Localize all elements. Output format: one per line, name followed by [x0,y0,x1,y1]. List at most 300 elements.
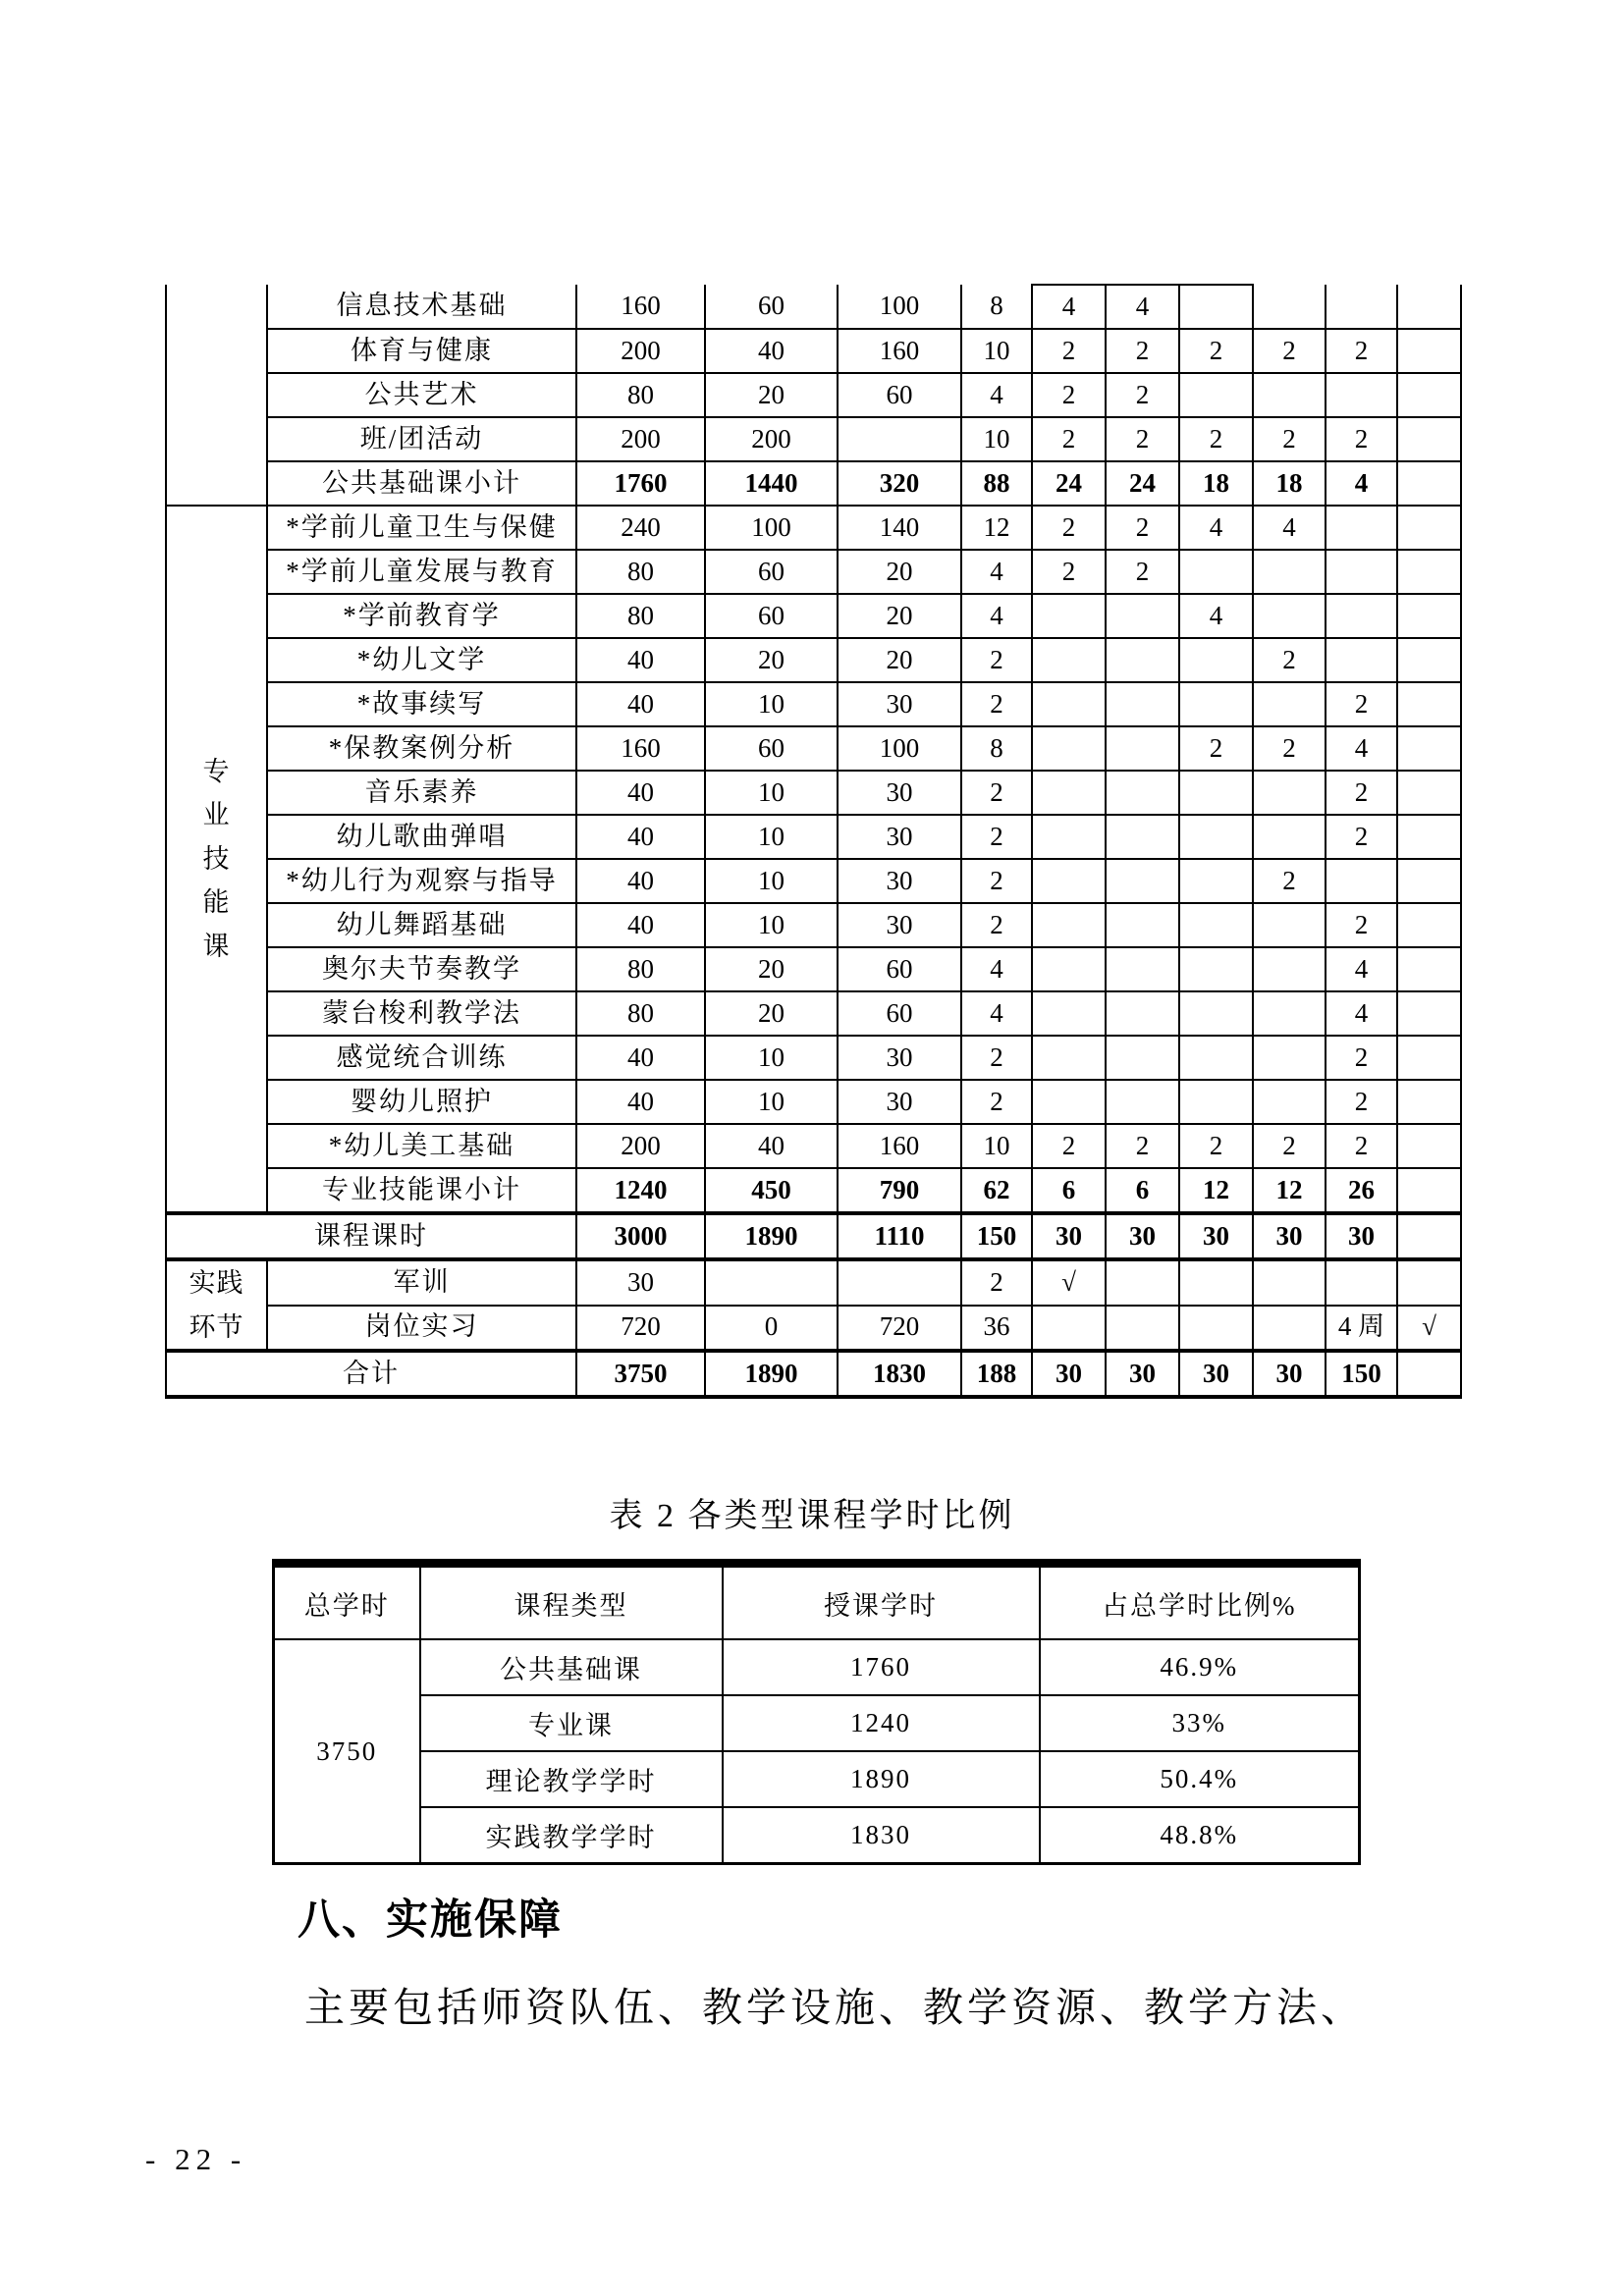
value-cell: 88 [961,461,1032,506]
value-cell: 2 [1253,638,1326,682]
value-cell [1106,991,1179,1036]
value-cell: 100 [705,506,838,550]
value-cell: 40 [576,815,705,859]
value-cell [1326,859,1397,903]
value-cell: 10 [705,859,838,903]
value-cell: 2 [1106,329,1179,373]
course-name-cell: *幼儿美工基础 [267,1124,576,1168]
course-type-cell: 公共基础课 [420,1639,723,1695]
value-cell: 46.9% [1040,1639,1360,1695]
value-cell: 200 [576,1124,705,1168]
value-cell [1326,506,1397,550]
value-cell: 1890 [723,1751,1040,1807]
value-cell [838,417,961,461]
value-cell: 150 [1326,1351,1397,1397]
value-cell: 20 [838,638,961,682]
value-cell [1253,1080,1326,1124]
value-cell [1326,550,1397,594]
value-cell [1032,1306,1106,1352]
value-cell: 8 [961,726,1032,771]
value-cell: 4 [961,594,1032,638]
value-cell: 30 [1032,1351,1106,1397]
value-cell [1253,550,1326,594]
value-cell [1032,594,1106,638]
value-cell: 2 [961,1036,1032,1080]
value-cell: 4 [961,947,1032,991]
course-name-cell: 感觉统合训练 [267,1036,576,1080]
value-cell: 2 [1106,506,1179,550]
value-cell [1326,594,1397,638]
value-cell [1397,1080,1461,1124]
value-cell: 4 [961,373,1032,417]
value-cell: 2 [1253,859,1326,903]
value-cell [705,1259,838,1306]
page-number: - 22 - [145,2142,247,2176]
value-cell: 10 [705,771,838,815]
value-cell [1032,1036,1106,1080]
value-cell [1179,771,1253,815]
value-cell: 1830 [723,1807,1040,1864]
value-cell [1106,771,1179,815]
value-cell: 10 [705,815,838,859]
course-name-cell: 体育与健康 [267,329,576,373]
value-cell: 40 [576,771,705,815]
value-cell: 50.4% [1040,1751,1360,1807]
value-cell: 2 [1179,417,1253,461]
value-cell [1397,815,1461,859]
value-cell [1032,771,1106,815]
value-cell: 2 [961,1259,1032,1306]
value-cell: 2 [1179,726,1253,771]
value-cell: 140 [838,506,961,550]
value-cell [1397,947,1461,991]
value-cell: 2 [1326,1080,1397,1124]
value-cell: 60 [838,991,961,1036]
value-cell: 80 [576,594,705,638]
value-cell: 30 [1179,1351,1253,1397]
value-cell: 1890 [705,1213,838,1259]
course-name-cell: *学前教育学 [267,594,576,638]
value-cell: 20 [705,373,838,417]
value-cell: 2 [1326,329,1397,373]
value-cell [1397,1168,1461,1213]
value-cell: 1240 [576,1168,705,1213]
value-cell: 24 [1106,461,1179,506]
value-cell [1179,550,1253,594]
value-cell: 4 [1179,594,1253,638]
value-cell [1106,1306,1179,1352]
value-cell: 2 [1106,550,1179,594]
value-cell: 200 [576,417,705,461]
value-cell [1397,771,1461,815]
value-cell [1397,1124,1461,1168]
section-heading: 八、实施保障 [298,1896,563,1944]
value-cell [1397,991,1461,1036]
value-cell: 4 [1106,285,1179,329]
value-cell: 2 [1253,726,1326,771]
value-cell [1253,771,1326,815]
value-cell: 2 [961,903,1032,947]
value-cell [838,1259,961,1306]
value-cell: 1760 [576,461,705,506]
value-cell [1179,1080,1253,1124]
value-cell: 18 [1179,461,1253,506]
value-cell: 60 [705,550,838,594]
value-cell [1106,859,1179,903]
value-cell: 2 [1326,1036,1397,1080]
value-cell: 30 [1032,1213,1106,1259]
value-cell: 10 [961,1124,1032,1168]
value-cell: 26 [1326,1168,1397,1213]
value-cell: 30 [1106,1213,1179,1259]
value-cell: 80 [576,947,705,991]
value-cell: 4 [1179,506,1253,550]
course-name-cell: 合计 [166,1351,576,1397]
value-cell [1253,947,1326,991]
value-cell [1253,682,1326,726]
value-cell [1397,417,1461,461]
value-cell [1032,947,1106,991]
value-cell [1106,1036,1179,1080]
value-cell: 40 [576,682,705,726]
value-cell [1326,638,1397,682]
value-cell: 30 [838,682,961,726]
value-cell: 4 [1326,461,1397,506]
value-cell [1253,1259,1326,1306]
value-cell: 2 [1326,1124,1397,1168]
value-cell [1397,461,1461,506]
category-cell [166,285,267,506]
value-cell: 0 [705,1306,838,1352]
value-cell: 12 [961,506,1032,550]
value-cell [1397,1213,1461,1259]
value-cell [1179,682,1253,726]
value-cell [1326,1259,1397,1306]
value-cell: 20 [838,550,961,594]
value-cell: 2 [1106,417,1179,461]
header-cell: 总学时 [274,1564,420,1640]
value-cell: 450 [705,1168,838,1213]
value-cell: 80 [576,991,705,1036]
value-cell: 2 [1326,903,1397,947]
value-cell: 4 [1326,947,1397,991]
value-cell: 1760 [723,1639,1040,1695]
value-cell [1106,726,1179,771]
value-cell [1106,903,1179,947]
value-cell [1179,903,1253,947]
value-cell [1179,1259,1253,1306]
value-cell [1032,991,1106,1036]
value-cell: 2 [961,771,1032,815]
value-cell: 150 [961,1213,1032,1259]
header-cell: 授课学时 [723,1564,1040,1640]
value-cell: 30 [1253,1351,1326,1397]
value-cell [1179,947,1253,991]
value-cell: 10 [705,1036,838,1080]
value-cell [1032,1080,1106,1124]
value-cell: 4 [1253,506,1326,550]
course-name-cell: 幼儿歌曲弹唱 [267,815,576,859]
value-cell [1179,1036,1253,1080]
course-type-cell: 专业课 [420,1695,723,1751]
value-cell: 2 [961,1080,1032,1124]
value-cell: 2 [1032,417,1106,461]
value-cell: 30 [1326,1213,1397,1259]
course-type-ratio-table [272,1559,1361,1865]
value-cell: 2 [1253,1124,1326,1168]
value-cell: 10 [705,1080,838,1124]
value-cell [1032,859,1106,903]
value-cell [1397,726,1461,771]
value-cell: 200 [576,329,705,373]
course-name-cell: *幼儿文学 [267,638,576,682]
value-cell: 20 [705,991,838,1036]
value-cell: 30 [838,903,961,947]
value-cell: 1830 [838,1351,961,1397]
value-cell: 40 [576,1036,705,1080]
value-cell: 160 [576,285,705,329]
value-cell [1179,1306,1253,1352]
value-cell: 720 [576,1306,705,1352]
value-cell: 100 [838,285,961,329]
value-cell [1397,373,1461,417]
value-cell [1253,815,1326,859]
value-cell [1106,947,1179,991]
value-cell: √ [1397,1306,1461,1352]
value-cell: 2 [1179,1124,1253,1168]
value-cell: 2 [961,859,1032,903]
value-cell: 80 [576,550,705,594]
value-cell: 188 [961,1351,1032,1397]
value-cell: 60 [838,373,961,417]
value-cell [1397,903,1461,947]
course-type-cell: 理论教学学时 [420,1751,723,1807]
value-cell [1106,682,1179,726]
value-cell: 2 [961,815,1032,859]
value-cell: 60 [705,594,838,638]
value-cell [1106,1259,1179,1306]
value-cell [1179,638,1253,682]
value-cell: 2 [961,682,1032,726]
value-cell: 60 [705,285,838,329]
value-cell: 24 [1032,461,1106,506]
value-cell [1106,638,1179,682]
value-cell: 160 [838,1124,961,1168]
category-cell: 实践 环节 [166,1259,267,1351]
total-hours-cell: 3750 [274,1639,420,1864]
course-name-cell: *学前儿童发展与教育 [267,550,576,594]
value-cell: 2 [1106,373,1179,417]
value-cell: 1440 [705,461,838,506]
value-cell: 20 [705,947,838,991]
value-cell: 48.8% [1040,1807,1360,1864]
value-cell: 790 [838,1168,961,1213]
value-cell: 4 [1326,991,1397,1036]
value-cell: 12 [1253,1168,1326,1213]
course-name-cell: 幼儿舞蹈基础 [267,903,576,947]
value-cell: √ [1032,1259,1106,1306]
value-cell: 20 [838,594,961,638]
value-cell: 720 [838,1306,961,1352]
course-name-cell: 公共基础课小计 [267,461,576,506]
value-cell: 4 [1032,285,1106,329]
value-cell: 6 [1106,1168,1179,1213]
value-cell: 10 [705,682,838,726]
value-cell: 1240 [723,1695,1040,1751]
value-cell: 2 [1326,417,1397,461]
value-cell [1253,1036,1326,1080]
value-cell [1397,638,1461,682]
value-cell: 30 [838,1080,961,1124]
value-cell: 33% [1040,1695,1360,1751]
course-type-cell: 实践教学学时 [420,1807,723,1864]
value-cell: 4 [961,991,1032,1036]
value-cell: 30 [1106,1351,1179,1397]
value-cell: 6 [1032,1168,1106,1213]
value-cell [1106,815,1179,859]
course-name-cell: 蒙台梭利教学法 [267,991,576,1036]
course-name-cell: *学前儿童卫生与保健 [267,506,576,550]
value-cell: 2 [1032,506,1106,550]
header-cell: 课程类型 [420,1564,723,1640]
value-cell [1326,285,1397,329]
value-cell [1253,594,1326,638]
value-cell: 60 [838,947,961,991]
value-cell [1032,638,1106,682]
value-cell: 62 [961,1168,1032,1213]
value-cell [1326,373,1397,417]
value-cell: 40 [576,903,705,947]
value-cell: 40 [576,638,705,682]
value-cell [1253,285,1326,329]
value-cell: 40 [576,859,705,903]
value-cell [1179,815,1253,859]
value-cell: 2 [1032,373,1106,417]
course-name-cell: 班/团活动 [267,417,576,461]
value-cell [1253,991,1326,1036]
value-cell: 20 [705,638,838,682]
value-cell [1106,594,1179,638]
value-cell: 160 [838,329,961,373]
value-cell [1397,550,1461,594]
value-cell [1253,903,1326,947]
value-cell: 2 [1179,329,1253,373]
value-cell: 2 [1106,1124,1179,1168]
value-cell [1397,329,1461,373]
course-name-cell: 课程课时 [166,1213,576,1259]
course-name-cell: 奥尔夫节奏教学 [267,947,576,991]
value-cell [1032,726,1106,771]
course-name-cell: *故事续写 [267,682,576,726]
value-cell: 200 [705,417,838,461]
value-cell: 2 [1253,417,1326,461]
value-cell: 12 [1179,1168,1253,1213]
value-cell: 2 [1326,771,1397,815]
value-cell: 320 [838,461,961,506]
value-cell: 10 [961,417,1032,461]
value-cell: 2 [1032,1124,1106,1168]
value-cell [1253,373,1326,417]
value-cell: 10 [961,329,1032,373]
value-cell: 3000 [576,1213,705,1259]
section-paragraph: 主要包括师资队伍、教学设施、教学资源、教学方法、 [304,1985,1365,2030]
value-cell: 18 [1253,461,1326,506]
value-cell [1397,285,1461,329]
value-cell: 2 [1326,682,1397,726]
value-cell [1253,1306,1326,1352]
value-cell: 1890 [705,1351,838,1397]
value-cell: 2 [1032,329,1106,373]
course-name-cell: *保教案例分析 [267,726,576,771]
value-cell: 4 周 [1326,1306,1397,1352]
course-name-cell: 公共艺术 [267,373,576,417]
value-cell: 8 [961,285,1032,329]
value-cell: 4 [1326,726,1397,771]
value-cell: 30 [838,815,961,859]
course-name-cell: 音乐素养 [267,771,576,815]
value-cell [1397,682,1461,726]
course-name-cell: 专业技能课小计 [267,1168,576,1213]
value-cell: 30 [1179,1213,1253,1259]
category-cell: 专 业 技 能 课 [166,506,267,1213]
value-cell: 40 [705,1124,838,1168]
value-cell: 240 [576,506,705,550]
value-cell [1397,506,1461,550]
course-name-cell: 军训 [267,1259,576,1306]
value-cell: 36 [961,1306,1032,1352]
value-cell [1397,594,1461,638]
value-cell: 30 [576,1259,705,1306]
curriculum-hours-table [165,284,1462,1399]
value-cell: 2 [1326,815,1397,859]
value-cell: 80 [576,373,705,417]
value-cell [1179,859,1253,903]
value-cell: 3750 [576,1351,705,1397]
value-cell: 60 [705,726,838,771]
value-cell: 30 [838,859,961,903]
value-cell: 2 [1032,550,1106,594]
value-cell: 10 [705,903,838,947]
course-name-cell: *幼儿行为观察与指导 [267,859,576,903]
value-cell: 40 [705,329,838,373]
value-cell: 2 [961,638,1032,682]
value-cell: 30 [838,1036,961,1080]
value-cell [1179,991,1253,1036]
course-name-cell: 信息技术基础 [267,285,576,329]
value-cell: 1110 [838,1213,961,1259]
value-cell: 4 [961,550,1032,594]
value-cell [1397,1259,1461,1306]
value-cell: 100 [838,726,961,771]
value-cell [1179,285,1253,329]
value-cell [1397,1351,1461,1397]
value-cell [1397,859,1461,903]
value-cell: 30 [1253,1213,1326,1259]
table2-title: 表 2 各类型课程学时比例 [609,1498,1015,1534]
value-cell: 30 [838,771,961,815]
value-cell: 40 [576,1080,705,1124]
value-cell: 160 [576,726,705,771]
value-cell [1032,815,1106,859]
value-cell: 2 [1253,329,1326,373]
header-cell: 占总学时比例% [1040,1564,1360,1640]
value-cell [1032,903,1106,947]
course-name-cell: 岗位实习 [267,1306,576,1352]
value-cell [1397,1036,1461,1080]
course-name-cell: 婴幼儿照护 [267,1080,576,1124]
value-cell [1032,682,1106,726]
value-cell [1179,373,1253,417]
